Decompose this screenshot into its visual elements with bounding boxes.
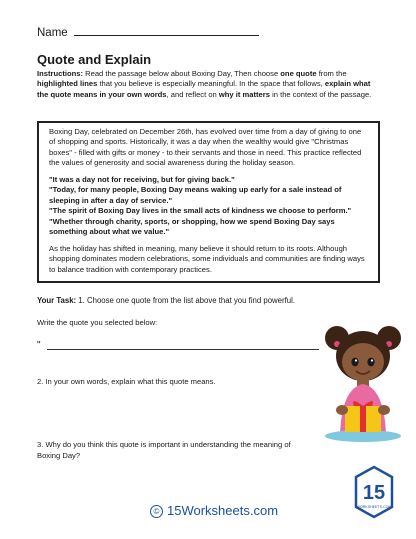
quote-answer-line[interactable] [47,349,319,350]
passage-intro: Boxing Day, celebrated on December 26th, has evolved over time from a day of giving to one of shopping and sports. Historically, it was a day when the wealthy would give "Christmas boxes" - filled with gifts or money - to their servants and those in need. This practice reflected the values of generosity and social awareness during the holiday season. [49,127,362,168]
instructions [37,69,382,100]
instructions-bold-3: explain what the quote means in your own words [37,79,371,99]
copyright-icon: © [150,505,163,518]
name-row [37,25,259,39]
quote-item: "Today, for many people, Boxing Day means waking up early for a sale instead of sleeping in after a day of service." [49,185,342,205]
worksheets-logo [352,463,396,521]
question-2-prompt: 2. In your own words, explain what this quote means. [37,377,216,386]
girl-with-gift-illustration [318,318,408,443]
instructions-text-4: , and reflect on [166,89,219,99]
quote-mark: " [37,340,41,351]
quote-item: "Whether through charity, sports, or shopping, how we spend Boxing Day says something about what we value." [49,216,335,237]
question-1-prompt: Write the quote you selected below: [37,318,158,327]
instructions-bold-1: one quote [280,69,317,78]
instructions-bold-2: highlighted lines [37,79,98,89]
name-field[interactable] [74,25,259,36]
passage-outro: As the holiday has shifted in meaning, many believe it should return to its roots. Although shopping dominates modern celebrations, some individuals and communities are finding ways to balance tradition with contemporary practices. [49,243,365,274]
task-text: 1. Choose one quote from the list above that you find powerful. [76,296,296,305]
worksheet-title: Quote and Explain [37,52,152,67]
name-label: Name [37,27,68,39]
logo-number: 15 [362,482,386,504]
instructions-text-2: from the [316,69,347,78]
question-3-prompt: 3. Why do you think this quote is important in understanding the meaning of Boxing Day? [37,440,291,460]
footer-text: 15Worksheets.com [167,503,279,518]
instructions-text-3: that you believe is especially meaningful. In the space that follows, [97,79,325,89]
logo-text: WORKSHEETS.COM [356,505,392,509]
footer-link[interactable] [150,503,278,518]
passage-box [37,121,380,283]
quote-item: "The spirit of Boxing Day lives in the small acts of kindness we choose to perform." [49,206,352,216]
instructions-bold-4: why it matters [218,89,270,99]
instructions-text-1: Read the passage below about Boxing Day, Then choose [83,69,281,78]
task-line [37,296,397,305]
instructions-label: Instructions: [37,69,83,78]
task-label: Your Task: [37,296,77,305]
quote-item: "It was a day not for receiving, but for giving back." [49,174,235,184]
quote-list [49,175,368,238]
instructions-text-5: in the context of the passage. [269,89,372,99]
